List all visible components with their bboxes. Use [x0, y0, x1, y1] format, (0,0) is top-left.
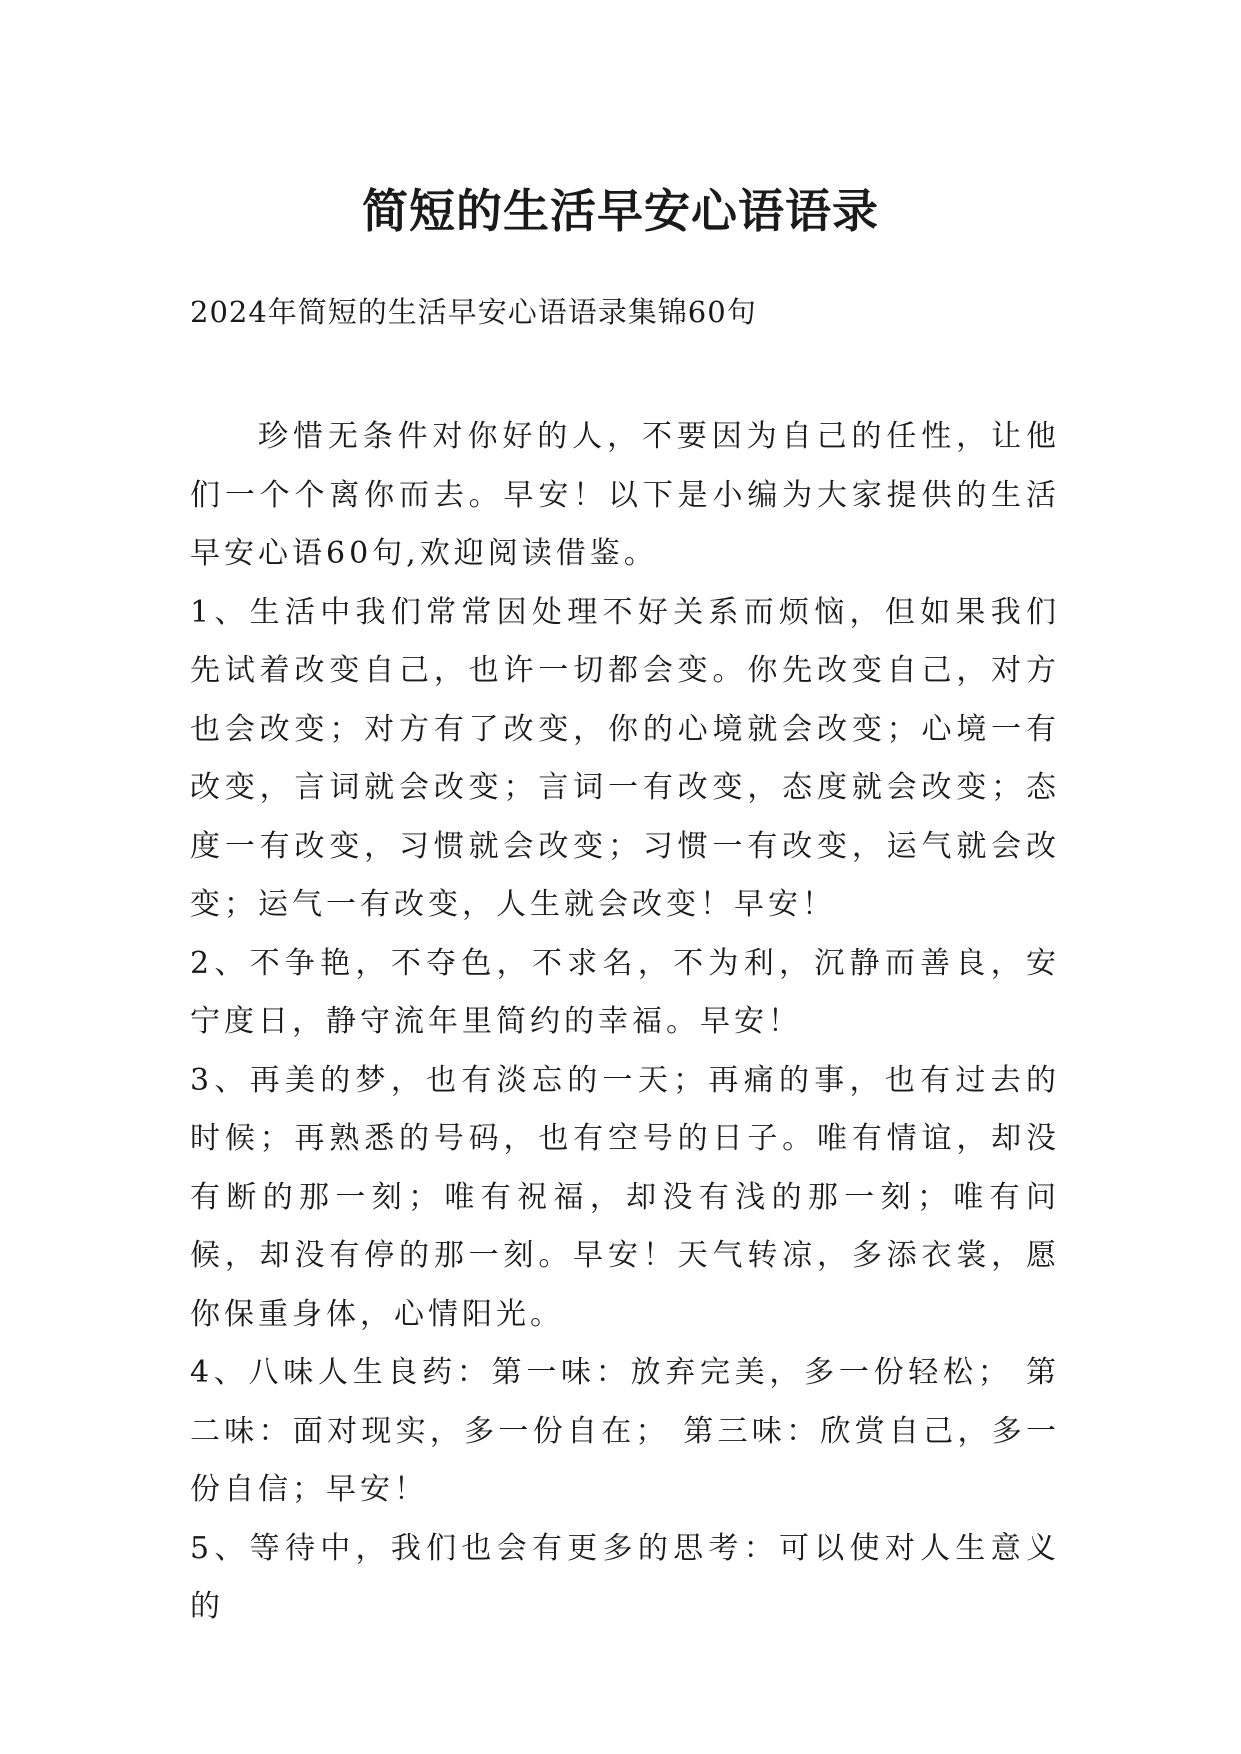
list-item: 5、等待中，我们也会有更多的思考：可以使对人生意义的: [190, 1530, 1060, 1624]
document-title: 简短的生活早安心语语录: [362, 183, 879, 238]
list-item: 1、生活中我们常常因处理不好关系而烦恼，但如果我们先试着改变自己，也许一切都会变。你先改变自己，对方也会改变；对方有了改变，你的心境就会改变；心境一有改变，言词就会改变；言词一有改变，态度就会改变；态度一有改变，习惯就会改变；习惯一有改变，运气就会改变；运气一有改变，人生就会改变！早安！: [190, 594, 1060, 922]
intro-paragraph: 珍惜无条件对你好的人，不要因为自己的任性，让他们一个个离你而去。早安！以下是小编为大家提供的生活早安心语60句,欢迎阅读借鉴。: [190, 419, 1060, 571]
document-subtitle: 2024年简短的生活早安心语语录集锦60句: [190, 295, 757, 329]
list-item: 2、不争艳，不夺色，不求名，不为利，沉静而善良，安宁度日，静守流年里简约的幸福。早安！: [190, 945, 1060, 1039]
list-item: 3、再美的梦，也有淡忘的一天；再痛的事，也有过去的时候；再熟悉的号码，也有空号的日子。唯有情谊，却没有断的那一刻；唯有祝福，却没有浅的那一刻；唯有问候，却没有停的那一刻。早安！天气转凉，多添衣裳，愿你保重身体，心情阳光。: [190, 1062, 1060, 1332]
document-body: [190, 408, 1060, 1637]
list-item: 4、八味人生良药：第一味：放弃完美，多一份轻松； 第二味：面对现实，多一份自在； 第三味：欣赏自己，多一份自信；早安！: [190, 1355, 1060, 1507]
